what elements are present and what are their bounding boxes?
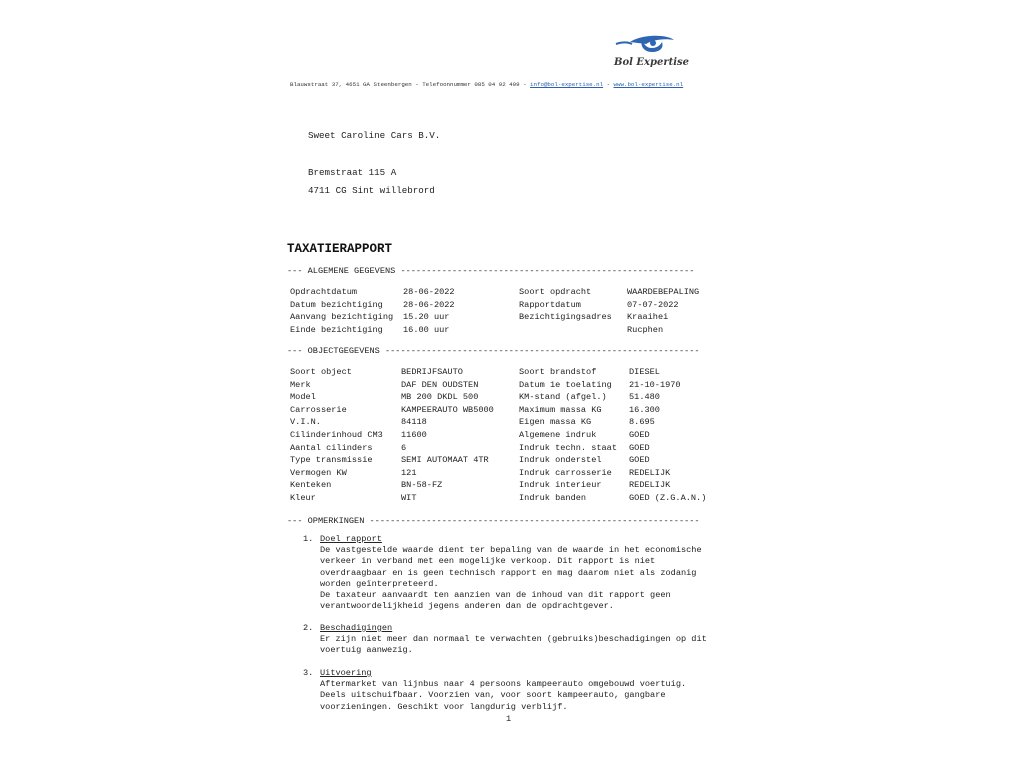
general-value: 15.20 uur bbox=[403, 312, 450, 322]
object-value: GOED bbox=[629, 455, 650, 466]
general-value: 28-06-2022 bbox=[403, 287, 455, 297]
object-label: Type transmissie bbox=[290, 455, 373, 466]
general-label: Rapportdatum bbox=[519, 299, 581, 310]
general-value: 28-06-2022 bbox=[403, 299, 455, 310]
object-label: Indruk techn. staat bbox=[519, 442, 617, 453]
recipient-city: 4711 CG Sint willebrord bbox=[308, 185, 435, 196]
object-label: Soort object bbox=[290, 367, 352, 377]
remark-line: Aftermarket van lijnbus naar 4 persoons kampeerauto omgebouwd voertuig. bbox=[320, 679, 687, 690]
object-value: GOED bbox=[629, 430, 650, 440]
object-value: DAF DEN OUDSTEN bbox=[401, 379, 479, 390]
remark-number: 3. bbox=[303, 668, 314, 678]
separator: - bbox=[603, 81, 614, 88]
general-label: Aanvang bezichtiging bbox=[290, 312, 394, 322]
object-value: REDELIJK bbox=[629, 480, 671, 491]
object-value: MB 200 DKDL 500 bbox=[401, 392, 479, 403]
object-value: 8.695 bbox=[629, 417, 655, 428]
remark-heading: Beschadigingen bbox=[320, 623, 393, 633]
remark-number: 2. bbox=[303, 623, 314, 633]
object-value: SEMI AUTOMAAT 4TR bbox=[401, 455, 489, 466]
remark-number: 1. bbox=[303, 534, 314, 544]
remark-line: verkeer in verband met een mogelijke verkoop. Dit rapport is niet bbox=[320, 556, 656, 567]
object-label: Kleur bbox=[290, 493, 316, 503]
object-value: REDELIJK bbox=[629, 467, 671, 478]
object-label: Kenteken bbox=[290, 480, 332, 491]
general-label: Datum bezichtiging bbox=[290, 299, 383, 310]
object-label: Maximum massa KG bbox=[519, 404, 602, 415]
general-value: Kraaihei bbox=[627, 312, 669, 322]
logo-text: Bol Expertise bbox=[614, 57, 690, 68]
remark-line: worden geïnterpreteerd. bbox=[320, 578, 439, 589]
report-title: TAXATIERAPPORT bbox=[287, 242, 393, 256]
object-value: 21-10-1970 bbox=[629, 379, 681, 390]
object-label: Merk bbox=[290, 379, 311, 390]
recipient-street: Bremstraat 115 A bbox=[308, 167, 397, 178]
email-link[interactable]: info@bol-expertise.nl bbox=[530, 81, 604, 88]
remark-line: Er zijn niet meer dan normaal te verwachten (gebruiks)beschadigingen op dit bbox=[320, 634, 707, 645]
object-value: 51.480 bbox=[629, 392, 660, 403]
section-remarks-header: --- OPMERKINGEN ---------------------------------------------------------------- bbox=[287, 516, 700, 526]
remark-line: De vastgestelde waarde dient ter bepaling van de waarde in het economische bbox=[320, 545, 702, 556]
object-value: WIT bbox=[401, 493, 417, 503]
object-label: Indruk onderstel bbox=[519, 455, 602, 466]
object-label: Aantal cilinders bbox=[290, 442, 373, 453]
object-value: 16.300 bbox=[629, 404, 660, 415]
page-number: 1 bbox=[506, 714, 512, 724]
remark-line: Deels uitschuifbaar. Voorzien van, voor soort kampeerauto, gangbare bbox=[320, 690, 666, 701]
object-label: Datum 1e toelating bbox=[519, 379, 612, 390]
general-value: 07-07-2022 bbox=[627, 299, 679, 310]
object-value: 84118 bbox=[401, 417, 427, 428]
section-object-header: --- OBJECTGEGEVENS ------------------------------------------------------------- bbox=[287, 346, 700, 356]
general-label: Opdrachtdatum bbox=[290, 287, 358, 297]
object-label: Indruk carrosserie bbox=[519, 467, 612, 478]
object-label: Vermogen KW bbox=[290, 467, 347, 478]
remark-heading: Doel rapport bbox=[320, 534, 382, 544]
object-value: GOED (Z.G.A.N.) bbox=[629, 493, 707, 503]
object-label: Soort brandstof bbox=[519, 367, 597, 377]
recipient-name: Sweet Caroline Cars B.V. bbox=[308, 130, 441, 141]
general-value: 16.00 uur bbox=[403, 324, 450, 335]
object-value: 6 bbox=[401, 442, 407, 453]
object-label: Algemene indruk bbox=[519, 430, 597, 440]
object-label: Indruk interieur bbox=[519, 480, 602, 491]
general-value: WAARDEBEPALING bbox=[627, 287, 700, 297]
section-general-header: --- ALGEMENE GEGEVENS --------------------------------------------------------- bbox=[287, 266, 695, 276]
object-value: BEDRIJFSAUTO bbox=[401, 367, 463, 377]
address-text: Blauwstraat 37, 4651 GA Steenbergen - Telefoonnummer 085 04 92 409 - bbox=[290, 81, 531, 88]
remark-heading: Uitvoering bbox=[320, 668, 372, 678]
object-label: Cilinderinhoud CM3 bbox=[290, 430, 383, 440]
object-value: KAMPEERAUTO WB5000 bbox=[401, 404, 494, 415]
general-value: Rucphen bbox=[627, 324, 664, 335]
website-link[interactable]: www.bol-expertise.nl bbox=[613, 81, 684, 88]
object-value: 11600 bbox=[401, 430, 427, 440]
object-value: DIESEL bbox=[629, 367, 660, 377]
remark-line: voorzieningen. Geschikt voor langdurig verblijf. bbox=[320, 701, 568, 712]
company-address-line bbox=[290, 81, 683, 88]
general-label: Bezichtigingsadres bbox=[519, 312, 612, 322]
general-label: Einde bezichtiging bbox=[290, 324, 383, 335]
remark-line: verantwoordelijkheid jegens anderen dan de opdrachtgever. bbox=[320, 601, 614, 612]
object-label: V.I.N. bbox=[290, 417, 321, 428]
remark-line: De taxateur aanvaardt ten aanzien van de inhoud van dit rapport geen bbox=[320, 590, 671, 600]
object-label: Model bbox=[290, 392, 316, 403]
general-label: Soort opdracht bbox=[519, 287, 592, 297]
object-label: Indruk banden bbox=[519, 493, 587, 503]
object-label: Carrosserie bbox=[290, 404, 347, 415]
remark-line: voertuig aanwezig. bbox=[320, 645, 413, 656]
remark-line: overdraagbaar en is geen technisch rapport en mag daarom niet als zodanig bbox=[320, 567, 697, 578]
object-value: 121 bbox=[401, 467, 417, 478]
object-label: Eigen massa KG bbox=[519, 417, 592, 428]
object-value: BN-58-FZ bbox=[401, 480, 443, 491]
object-label: KM-stand (afgel.) bbox=[519, 392, 607, 403]
object-value: GOED bbox=[629, 442, 650, 453]
